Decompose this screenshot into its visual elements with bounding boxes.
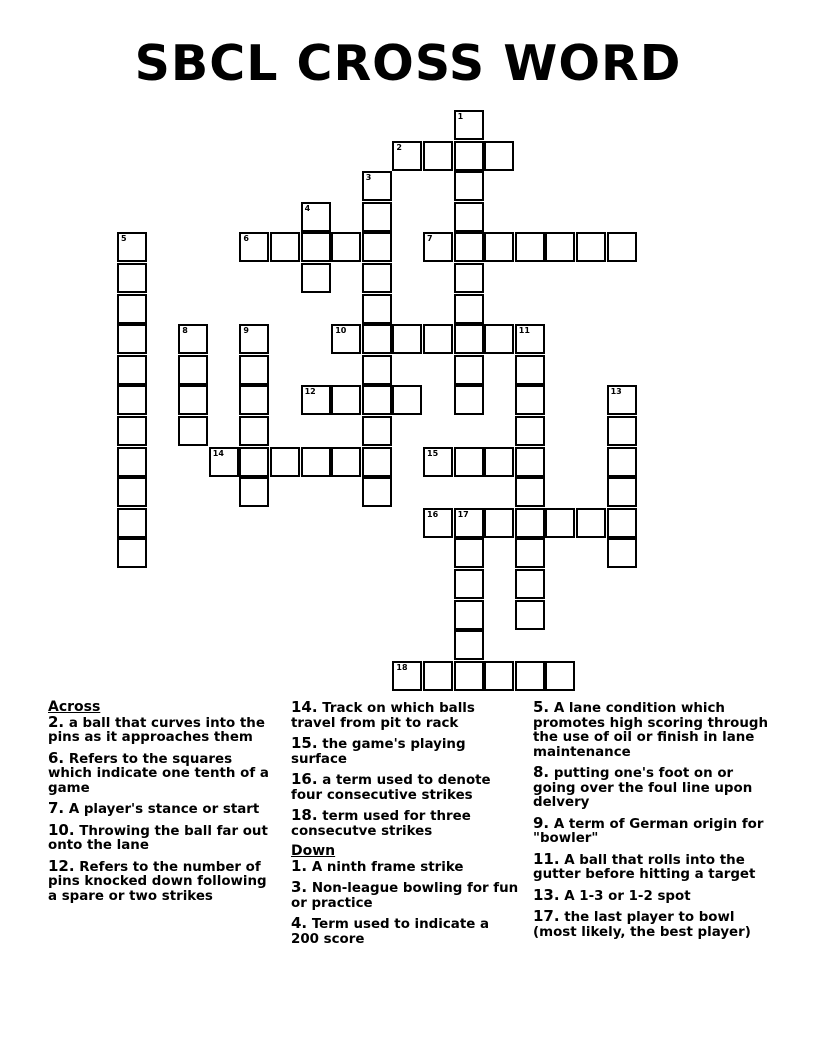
clue-number-label: 10. bbox=[48, 820, 75, 839]
grid-cell[interactable] bbox=[117, 508, 147, 538]
clue-text: putting one's foot on or going over the foul line upon delvery bbox=[533, 766, 753, 810]
grid-cell[interactable] bbox=[484, 232, 514, 262]
grid-cell[interactable] bbox=[392, 385, 422, 415]
grid-cell[interactable] bbox=[484, 141, 514, 171]
clue-text: the last player to bowl (most likely, the best player) bbox=[533, 910, 751, 940]
clue-number-label: 3. bbox=[291, 878, 308, 896]
clue-text: the game's playing surface bbox=[291, 737, 466, 767]
clues-column-2 bbox=[291, 700, 519, 952]
clue-text: A ball that rolls into the gutter before hitting a target bbox=[533, 852, 756, 882]
clue-number-label: 13. bbox=[533, 885, 560, 904]
clue-number: 8 bbox=[182, 326, 188, 336]
grid-cell[interactable] bbox=[362, 416, 392, 446]
grid-cell[interactable] bbox=[117, 294, 147, 324]
clue-number: 10 bbox=[335, 326, 347, 336]
clue-number-label: 4. bbox=[291, 914, 308, 932]
clue-item bbox=[533, 813, 773, 847]
grid-cell[interactable] bbox=[454, 202, 484, 232]
clue-item bbox=[533, 765, 773, 811]
grid-cell[interactable] bbox=[117, 538, 147, 568]
clue-number: 12 bbox=[304, 387, 316, 397]
grid-cell[interactable] bbox=[178, 324, 208, 354]
clue-text: a ball that curves into the pins as it approaches them bbox=[48, 715, 265, 745]
grid-cell[interactable] bbox=[392, 661, 422, 691]
grid-cell[interactable] bbox=[362, 324, 392, 354]
clue-number: 13 bbox=[610, 387, 622, 397]
clue-number-label: 17. bbox=[533, 907, 560, 925]
clue-text: Track on which balls travel from pit to rack bbox=[291, 701, 475, 731]
grid-cell[interactable] bbox=[117, 447, 147, 477]
grid-cell[interactable] bbox=[301, 385, 331, 415]
grid-cell[interactable] bbox=[423, 447, 453, 477]
clue-text: A ninth frame strike bbox=[311, 859, 464, 875]
clue-number: 15 bbox=[427, 448, 439, 458]
across-heading: Across bbox=[48, 699, 101, 715]
clue-text: Term used to indicate a 200 score bbox=[291, 917, 490, 947]
clue-text: a term used to denote four consecutive strikes bbox=[291, 773, 491, 803]
clue-number-label: 6. bbox=[48, 748, 65, 767]
grid-cell[interactable] bbox=[607, 508, 637, 538]
clue-item bbox=[533, 909, 773, 940]
grid-cell[interactable] bbox=[362, 263, 392, 293]
clue-item bbox=[533, 849, 773, 883]
clue-item bbox=[48, 801, 280, 818]
grid-cell[interactable] bbox=[545, 232, 575, 262]
grid-cell[interactable] bbox=[117, 385, 147, 415]
clue-item bbox=[291, 916, 519, 947]
grid-cell[interactable] bbox=[239, 477, 269, 507]
clue-number-label: 8. bbox=[533, 763, 550, 781]
grid-cell[interactable] bbox=[301, 232, 331, 262]
clue-item bbox=[291, 808, 519, 839]
clue-number: 14 bbox=[212, 448, 224, 458]
clue-number: 2 bbox=[396, 142, 402, 152]
grid-cell[interactable] bbox=[423, 232, 453, 262]
clue-item bbox=[533, 885, 773, 905]
clue-item bbox=[291, 772, 519, 803]
grid-cell[interactable] bbox=[178, 416, 208, 446]
grid-cell[interactable] bbox=[178, 355, 208, 385]
clue-number-label: 1. bbox=[291, 856, 308, 875]
grid-cell[interactable] bbox=[607, 232, 637, 262]
grid-cell[interactable] bbox=[362, 385, 392, 415]
grid-cell[interactable] bbox=[454, 110, 484, 140]
clue-number: 17 bbox=[457, 509, 469, 519]
grid-cell[interactable] bbox=[515, 477, 545, 507]
grid-cell[interactable] bbox=[239, 232, 269, 262]
grid-cell[interactable] bbox=[515, 538, 545, 568]
clue-text: A lane condition which promotes high scoring through the use of oil or finish in lane maintenance bbox=[533, 701, 769, 760]
grid-cell[interactable] bbox=[117, 477, 147, 507]
grid-cell[interactable] bbox=[331, 324, 361, 354]
grid-cell[interactable] bbox=[515, 569, 545, 599]
grid-cell[interactable] bbox=[362, 202, 392, 232]
grid-cell[interactable] bbox=[454, 385, 484, 415]
clue-item bbox=[291, 736, 519, 767]
grid-cell[interactable] bbox=[454, 355, 484, 385]
grid-cell[interactable] bbox=[423, 324, 453, 354]
clue-number: 7 bbox=[427, 234, 433, 244]
grid-cell[interactable] bbox=[484, 508, 514, 538]
grid-cell[interactable] bbox=[576, 232, 606, 262]
clue-text: A term of German origin for "bowler" bbox=[533, 816, 764, 846]
grid-cell[interactable] bbox=[270, 447, 300, 477]
grid-cell[interactable] bbox=[392, 141, 422, 171]
grid-cell[interactable] bbox=[239, 385, 269, 415]
clue-item bbox=[48, 712, 280, 746]
clue-number: 16 bbox=[427, 509, 439, 519]
grid-cell[interactable] bbox=[515, 600, 545, 630]
clue-item bbox=[533, 700, 773, 760]
page-title: SBCL CROSS WORD bbox=[134, 35, 682, 92]
grid-cell[interactable] bbox=[454, 232, 484, 262]
grid-cell[interactable] bbox=[362, 447, 392, 477]
clue-item bbox=[48, 856, 280, 905]
clue-item bbox=[48, 820, 280, 854]
clues-column-1 bbox=[48, 700, 280, 909]
grid-cell[interactable] bbox=[117, 355, 147, 385]
clue-number: 3 bbox=[365, 173, 372, 183]
grid-cell[interactable] bbox=[454, 263, 484, 293]
grid-cell[interactable] bbox=[607, 416, 637, 446]
grid-cell[interactable] bbox=[515, 355, 545, 385]
grid-cell[interactable] bbox=[607, 447, 637, 477]
grid-cell[interactable] bbox=[117, 232, 147, 262]
clues-column-3 bbox=[533, 700, 773, 945]
clue-number: 4 bbox=[304, 203, 311, 213]
grid-cell[interactable] bbox=[515, 324, 545, 354]
grid-cell[interactable] bbox=[117, 416, 147, 446]
grid-cell[interactable] bbox=[607, 538, 637, 568]
grid-cell[interactable] bbox=[484, 661, 514, 691]
grid-cell[interactable] bbox=[454, 171, 484, 201]
grid-cell[interactable] bbox=[117, 263, 147, 293]
grid-cell[interactable] bbox=[515, 416, 545, 446]
clue-number-label: 9. bbox=[533, 813, 550, 832]
clue-number-label: 2. bbox=[48, 712, 65, 731]
grid-cell[interactable] bbox=[301, 202, 331, 232]
grid-cell[interactable] bbox=[454, 600, 484, 630]
clue-number: 1 bbox=[457, 112, 464, 121]
grid-cell[interactable] bbox=[484, 324, 514, 354]
grid-cell[interactable] bbox=[423, 661, 453, 691]
grid-cell[interactable] bbox=[515, 508, 545, 538]
grid-cell[interactable] bbox=[545, 508, 575, 538]
clue-number-label: 7. bbox=[48, 799, 65, 817]
grid-cell[interactable] bbox=[301, 447, 331, 477]
grid-cell[interactable] bbox=[423, 141, 453, 171]
grid-cell[interactable] bbox=[239, 416, 269, 446]
grid-cell[interactable] bbox=[392, 324, 422, 354]
clue-number-label: 11. bbox=[533, 849, 560, 868]
clue-text: A 1-3 or 1-2 spot bbox=[564, 888, 691, 904]
clue-item bbox=[291, 700, 519, 731]
grid-cell[interactable] bbox=[362, 171, 392, 201]
grid-cell[interactable] bbox=[454, 141, 484, 171]
clue-number: 9 bbox=[243, 326, 249, 336]
grid-cell[interactable] bbox=[423, 508, 453, 538]
grid-cell[interactable] bbox=[362, 232, 392, 262]
grid-cell[interactable] bbox=[301, 263, 331, 293]
clue-number-label: 14. bbox=[291, 698, 318, 716]
grid-cell[interactable] bbox=[454, 630, 484, 660]
clue-number-label: 5. bbox=[533, 698, 550, 716]
clue-text: Non-league bowling for fun or practice bbox=[291, 881, 519, 911]
grid-cell[interactable] bbox=[454, 569, 484, 599]
clue-number: 6 bbox=[243, 234, 249, 244]
grid-cell[interactable] bbox=[362, 477, 392, 507]
grid-cell[interactable] bbox=[362, 355, 392, 385]
clue-number-label: 12. bbox=[48, 856, 75, 875]
grid-cell[interactable] bbox=[117, 324, 147, 354]
clue-text: Refers to the number of pins knocked down following a spare or two strikes bbox=[48, 859, 267, 904]
grid-cell[interactable] bbox=[576, 508, 606, 538]
clue-item bbox=[291, 856, 519, 876]
grid-cell[interactable] bbox=[515, 447, 545, 477]
grid-cell[interactable] bbox=[331, 232, 361, 262]
grid-cell[interactable] bbox=[484, 447, 514, 477]
grid-cell[interactable] bbox=[515, 661, 545, 691]
grid-cell[interactable] bbox=[178, 385, 208, 415]
grid-cell[interactable] bbox=[454, 508, 484, 538]
clue-item bbox=[291, 880, 519, 911]
grid-cell[interactable] bbox=[454, 324, 484, 354]
grid-cell[interactable] bbox=[454, 661, 484, 691]
grid-cell[interactable] bbox=[239, 447, 269, 477]
grid-cell[interactable] bbox=[239, 355, 269, 385]
grid-cell[interactable] bbox=[607, 477, 637, 507]
clue-text: term used for three consecutve strikes bbox=[291, 809, 471, 839]
clue-number: 5 bbox=[121, 234, 127, 244]
grid-cell[interactable] bbox=[515, 232, 545, 262]
grid-cell[interactable] bbox=[607, 385, 637, 415]
grid-cell[interactable] bbox=[362, 294, 392, 324]
grid-cell[interactable] bbox=[454, 447, 484, 477]
grid-cell[interactable] bbox=[454, 294, 484, 324]
grid-cell[interactable] bbox=[239, 324, 269, 354]
clue-text: Throwing the ball far out onto the lane bbox=[48, 823, 268, 853]
grid-cell[interactable] bbox=[454, 538, 484, 568]
grid-cell[interactable] bbox=[331, 385, 361, 415]
clue-text: A player's stance or start bbox=[68, 802, 260, 817]
clue-number-label: 16. bbox=[291, 770, 318, 788]
clue-text: Refers to the squares which indicate one tenth of a game bbox=[48, 751, 269, 796]
clue-number: 18 bbox=[396, 662, 408, 672]
grid-cell[interactable] bbox=[270, 232, 300, 262]
clue-number-label: 18. bbox=[291, 806, 318, 824]
grid-cell[interactable] bbox=[515, 385, 545, 415]
clue-number-label: 15. bbox=[291, 734, 318, 752]
grid-cell[interactable] bbox=[331, 447, 361, 477]
grid-cell[interactable] bbox=[209, 447, 239, 477]
down-heading: Down bbox=[291, 843, 336, 859]
grid-cell[interactable] bbox=[545, 661, 575, 691]
clue-item bbox=[48, 748, 280, 797]
clue-number: 11 bbox=[518, 326, 530, 336]
